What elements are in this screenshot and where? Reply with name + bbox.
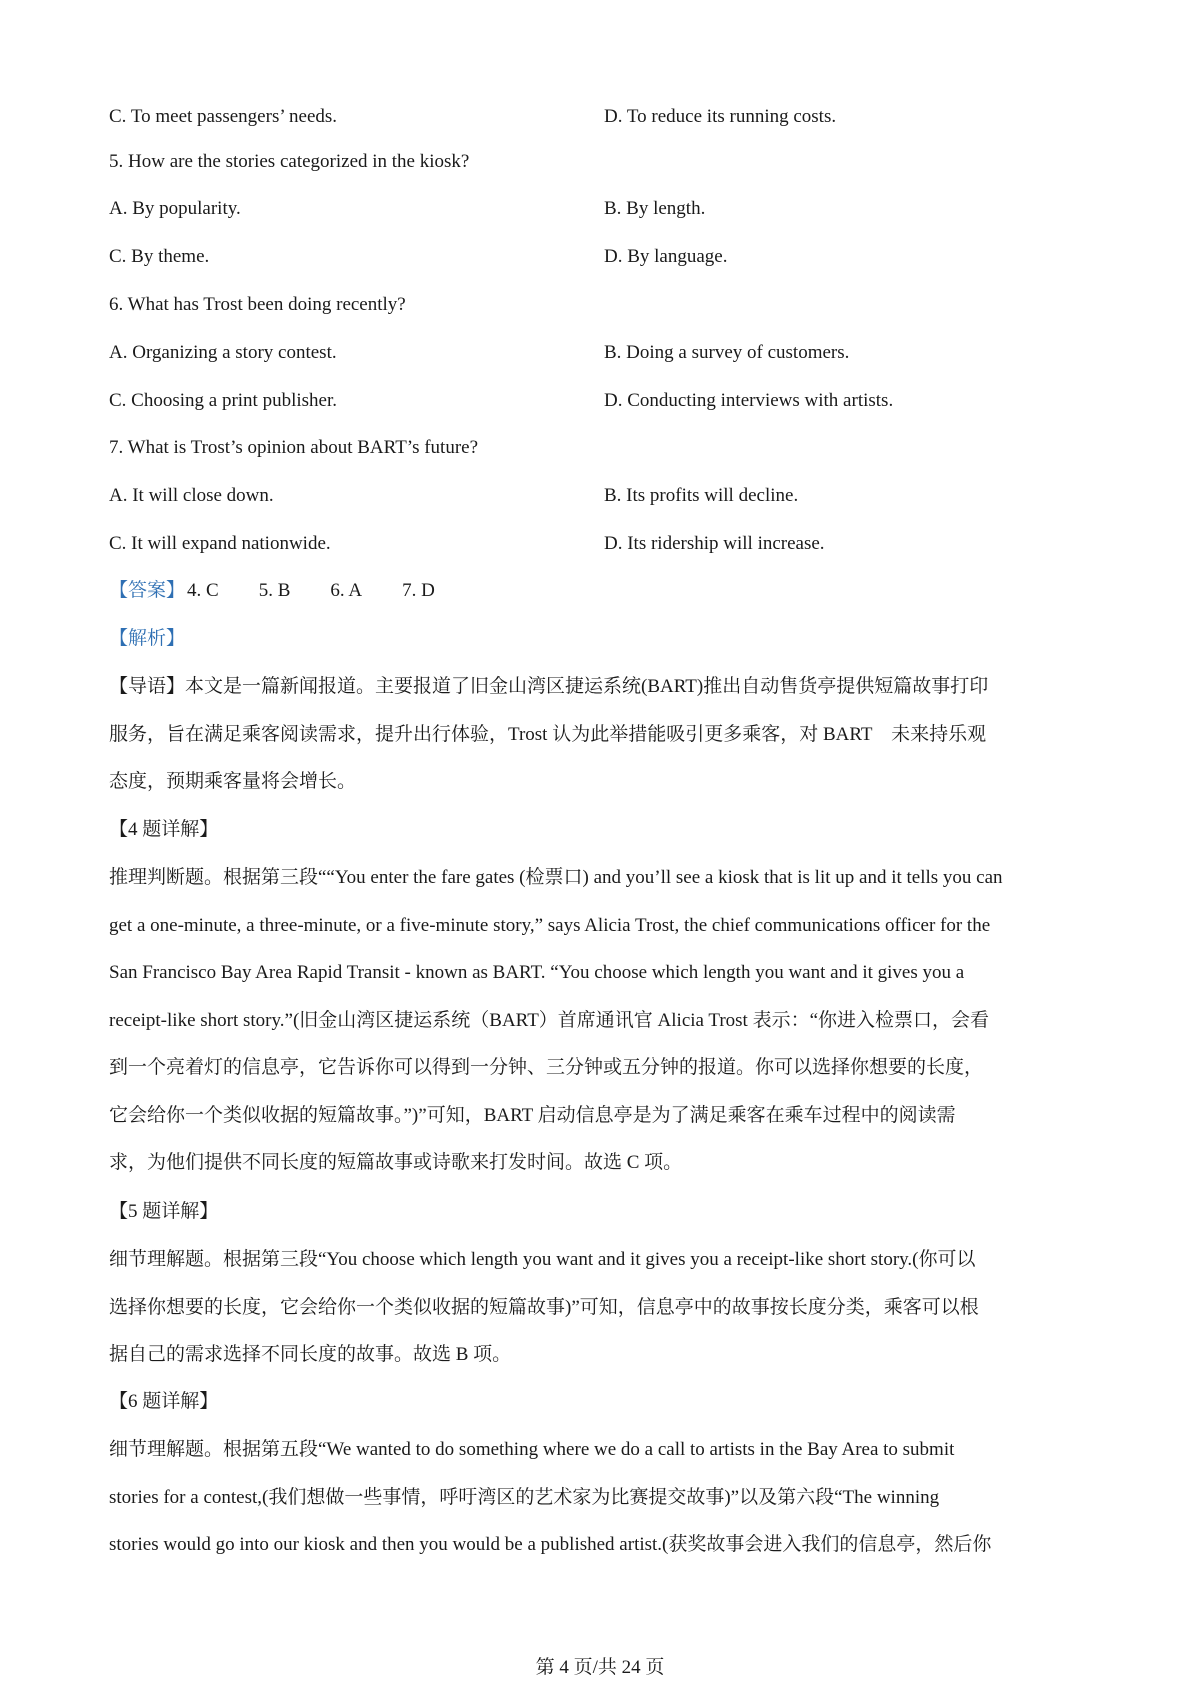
answer-item: 5. B	[258, 580, 291, 601]
intro-line: 态度，预期乘客量将会增长。	[109, 771, 357, 792]
analysis-tag: 【解析】	[109, 628, 186, 649]
detail6-line: stories would go into our kiosk and then you would be a published artist.(获奖故事会进入我们的信息亭，然后你	[109, 1534, 992, 1555]
q6-question: 6. What has Trost been doing recently?	[109, 294, 406, 315]
q7-option-a: A. It will close down.	[109, 485, 274, 506]
q7-question: 7. What is Trost’s opinion about BART’s future?	[109, 437, 479, 458]
q7-option-c: C. It will expand nationwide.	[109, 533, 331, 554]
q7-option-d: D. Its ridership will increase.	[604, 533, 825, 554]
intro-line: 【导语】本文是一篇新闻报道。主要报道了旧金山湾区捷运系统(BART)推出自动售货亭提供短篇故事打印	[109, 676, 989, 697]
detail5-heading: 【5 题详解】	[109, 1201, 219, 1222]
q4-option-c: C. To meet passengers’ needs.	[109, 106, 338, 127]
q6-option-b: B. Doing a survey of customers.	[604, 342, 850, 363]
q5-option-c: C. By theme.	[109, 246, 210, 267]
answer-item: 7. D	[402, 580, 435, 601]
detail5-paragraph	[109, 1247, 1099, 1390]
q5-question: 5. How are the stories categorized in the kiosk?	[109, 151, 470, 172]
detail5-line: 选择你想要的长度，它会给你一个类似收据的短篇故事)”可知，信息亭中的故事按长度分类，乘客可以根	[109, 1296, 979, 1318]
detail4-line: 推理判断题。根据第三段““You enter the fare gates (检票口) and you’ll see a kiosk that is lit up and it tells you can	[109, 867, 1003, 888]
q6-option-d: D. Conducting interviews with artists.	[604, 390, 894, 411]
answer-item: 6. A	[330, 580, 363, 601]
q5-option-a: A. By popularity.	[109, 198, 241, 219]
detail6-line: stories for a contest,(我们想做一些事情，呼吁湾区的艺术家为比赛提交故事)”以及第六段“The winning	[109, 1486, 940, 1508]
q4-option-d: D. To reduce its running costs.	[604, 106, 837, 127]
detail4-line: get a one-minute, a three-minute, or a five-minute story,” says Alicia Trost, the chief communications officer for the	[109, 914, 991, 936]
detail4-line: 它会给你一个类似收据的短篇故事。”)”可知，BART 启动信息亭是为了满足乘客在乘车过程中的阅读需	[109, 1104, 956, 1126]
q5-option-d: D. By language.	[604, 246, 728, 267]
answer-item: 4. C	[187, 580, 219, 601]
detail6-line: 细节理解题。根据第五段“We wanted to do something where we do a call to artists in the Bay Area to submit	[109, 1439, 955, 1460]
detail4-heading: 【4 题详解】	[109, 819, 219, 840]
q6-option-a: A. Organizing a story contest.	[109, 342, 337, 363]
detail4-line: 求，为他们提供不同长度的短篇故事或诗歌来打发时间。故选 C 项。	[109, 1152, 683, 1173]
detail5-line: 据自己的需求选择不同长度的故事。故选 B 项。	[109, 1344, 512, 1365]
detail4-line: San Francisco Bay Area Rapid Transit - known as BART. “You choose which length you want and it gives you a	[109, 962, 965, 983]
detail4-line: receipt-like short story.”(旧金山湾区捷运系统（BART）首席通讯官 Alicia Trost 表示：“你进入检票口，会看	[109, 1009, 990, 1031]
q5-option-b: B. By length.	[604, 198, 706, 219]
detail6-paragraph	[109, 1437, 1099, 1580]
intro-paragraph	[109, 674, 1099, 817]
intro-line: 服务，旨在满足乘客阅读需求，提升出行体验，Trost 认为此举措能吸引更多乘客，对 BART 未来持乐观	[109, 723, 987, 745]
answer-tag: 【答案】	[109, 580, 186, 601]
page-number-footer: 第 4 页/共 24 页	[535, 1657, 665, 1678]
detail6-heading: 【6 题详解】	[109, 1391, 219, 1412]
detail5-line: 细节理解题。根据第三段“You choose which length you want and it gives you a receipt-like short story.(你可以	[109, 1249, 976, 1270]
detail4-line: 到一个亮着灯的信息亭，它告诉你可以得到一分钟、三分钟或五分钟的报道。你可以选择你想要的长度，	[109, 1057, 984, 1078]
q7-option-b: B. Its profits will decline.	[604, 485, 799, 506]
detail4-paragraph	[109, 865, 1099, 1198]
answer-line	[109, 578, 475, 604]
q6-option-c: C. Choosing a print publisher.	[109, 390, 337, 411]
